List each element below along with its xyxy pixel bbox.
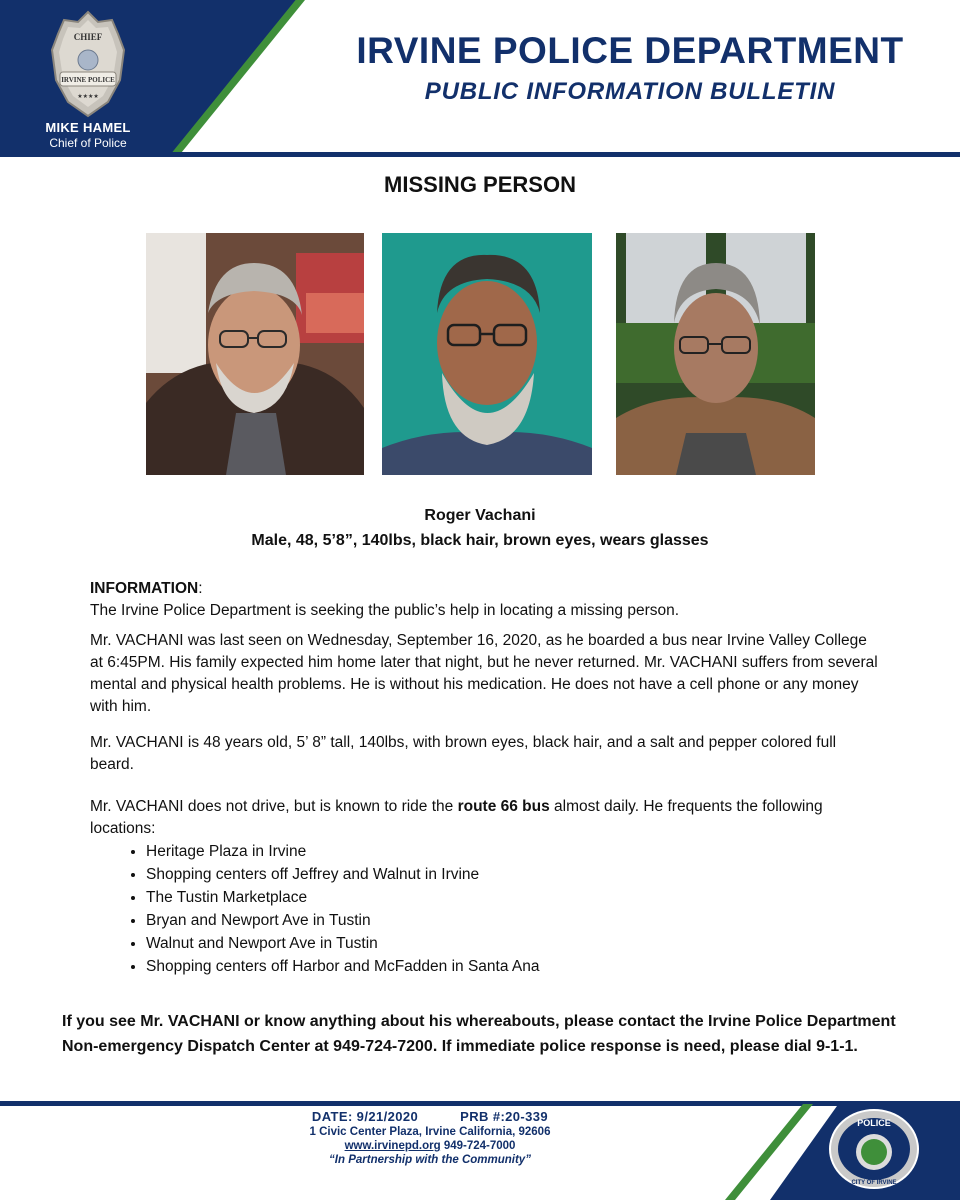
badge-stars: ★★★★ [77,93,99,100]
information-label: INFORMATION [90,580,199,597]
department-title: IRVINE POLICE DEPARTMENT [356,30,904,71]
person-name: Roger Vachani [424,507,536,524]
information-paragraph-3 [90,796,880,840]
information-paragraph-2: Mr. VACHANI is 48 years old, 5’ 8” tall, 140lbs, with brown eyes, black hair, and a salt and pepper colored full beard. [90,734,837,773]
footer-date-line [230,1109,630,1124]
footer-slogan: “In Partnership with the Community” [329,1154,531,1166]
person-photo-1 [146,233,364,475]
contact-statement: If you see Mr. VACHANI or know anything about his whereabouts, please contact the Irvine Police Department Non-emergency Dispatch Center at 949-724-7200. If immediate police response is need, please dial 9-1-1. [62,1013,896,1055]
person-photo-2 [382,233,592,475]
chief-badge-icon [50,10,126,118]
footer-address: 1 Civic Center Plaza, Irvine California, 92606 [309,1126,551,1138]
locations-list [90,840,880,978]
seal-city-text: CITY OF IRVINE [851,1180,897,1186]
chief-name: MIKE HAMEL [45,120,131,135]
information-intro: The Irvine Police Department is seeking the public’s help in locating a missing person. [90,602,680,619]
list-item: • Heritage Plaza in Irvine [146,840,880,863]
list-item: • Shopping centers off Jeffrey and Walnut in Irvine [146,863,880,886]
footer-divider [0,1101,960,1106]
person-description: Male, 48, 5’8”, 140lbs, black hair, brown eyes, wears glasses [251,532,709,549]
seal-police-text: POLICE [857,1118,891,1128]
para3-before: Mr. VACHANI does not drive, but is known to ride the [90,798,458,815]
information-heading: INFORMATION: [90,580,203,597]
chief-title: Chief of Police [49,136,127,150]
bulletin-title: PUBLIC INFORMATION BULLETIN [424,78,836,105]
police-seal-icon [828,1108,920,1190]
footer-info [230,1109,630,1166]
website-link[interactable]: www.irvinepd.org [344,1140,441,1152]
bulletin-date: DATE: 9/21/2020 [311,1109,419,1124]
page-title: MISSING PERSON [384,172,576,197]
list-item: • The Tustin Marketplace [146,886,880,909]
list-item: • Shopping centers off Harbor and McFadden in Santa Ana [146,955,880,978]
prb-number: PRB #:20-339 [460,1109,549,1124]
badge-top-text: CHIEF [73,32,103,42]
information-section [90,578,880,978]
footer-web-line [230,1140,630,1152]
list-item: • Walnut and Newport Ave in Tustin [146,932,880,955]
information-paragraph-1: Mr. VACHANI was last seen on Wednesday, September 16, 2020, as he boarded a bus near Irvine Valley College at 6:45PM. His family expected him home later that night, but he never returned. Mr. VACHANI suffers from several mental and physical health problems. He is without his medication. He does not have a cell phone or any money with him. [90,632,878,715]
footer-phone: 949-724-7000 [440,1140,516,1152]
para3-after: almost daily. He frequents the following locations: [90,798,823,837]
person-photo-3 [616,233,815,475]
bus-route: route 66 bus [457,798,550,815]
badge-city-text: IRVINE POLICE [61,76,115,84]
header-divider [0,152,960,157]
list-item: • Bryan and Newport Ave in Tustin [146,909,880,932]
